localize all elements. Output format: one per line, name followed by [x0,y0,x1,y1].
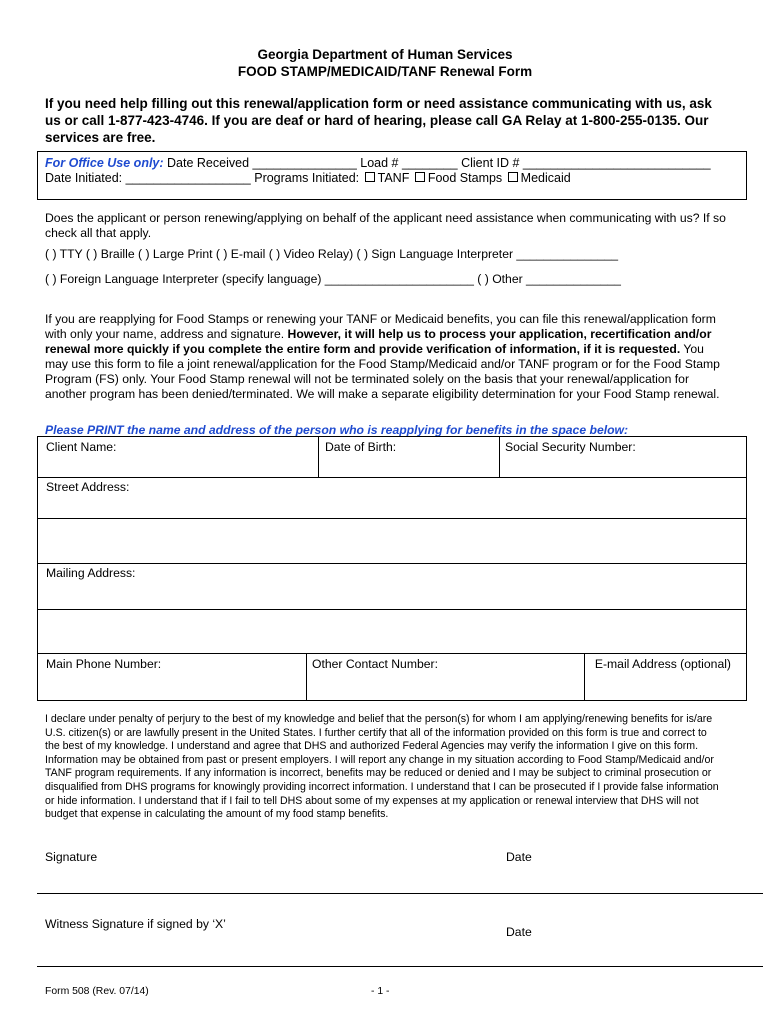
declaration-text: I declare under penalty of perjury to the best of my knowledge and belief that the person(s) for whom I am applying/renewing benefits for is/are U.S. citizen(s) or are lawfully present in the United States. I further certify that all of the information provided on this form is true and correct to the best of my knowledge. I understand and agree that DHS and authorized Federal Agencies may verify the information I give on this form. Information may be obtained from past or present employers. I will report any change in my situation according to Food Stamp/Medicaid and/or TANF program requirements. If any information is incorrect, benefits may be reduced or denied and I may be subject to criminal prosecution or disqualified from DHS programs for knowingly providing incorrect information. I understand that I can be prosecuted if I provide false information or hide information. I understand that if I fail to tell DHS about some of my expenses at my application or renewal interview that DHS will not budget that expense in calculating the amount of my food stamp benefits. [45,713,719,821]
programs-initiated-label: Programs Initiated: [254,171,360,185]
reapply-part-1: If you are reapplying for Food Stamps or renewing your TANF or Medicaid benefits, you can file this renewal/application form with only your name, address and signature. [45,312,716,341]
date-received-field[interactable]: Date Received _______________ [167,156,357,170]
client-name-field[interactable]: Client Name: [46,440,117,454]
grid-divider [38,518,746,519]
other-contact-field[interactable]: Other Contact Number: [312,657,438,671]
medicaid-checkbox[interactable] [508,172,518,182]
witness-date-label: Date [506,925,532,939]
page-number: - 1 - [371,986,390,997]
client-id-field[interactable]: Client ID # ___________________________ [461,156,711,170]
street-address-field[interactable]: Street Address: [46,480,130,494]
main-phone-field[interactable]: Main Phone Number: [46,657,162,671]
grid-divider [584,653,585,701]
form-title: FOOD STAMP/MEDICAID/TANF Renewal Form [237,64,533,79]
date-of-birth-field[interactable]: Date of Birth: [325,440,397,454]
grid-divider [38,609,746,610]
witness-signature-label: Witness Signature if signed by ‘X’ [45,917,226,931]
grid-divider [38,477,746,478]
grid-divider [499,437,500,477]
mailing-address-field[interactable]: Mailing Address: [46,566,136,580]
signature-line[interactable] [37,893,763,894]
reapply-part-3: You may use this form to file a joint renewal/application for the Food Stamp/Medicaid and/or TANF program or for the Food Stamp Program (FS) only. Your Food Stamp renewal will not be terminated solely on the basis that your renewal/application for another program has been denied/terminated. We will make a separate eligibility determination for your Food Stamp renewal. [45,342,720,401]
grid-divider [38,563,746,564]
food-stamps-checkbox[interactable] [415,172,425,182]
date-initiated-field[interactable]: Date Initiated: __________________ [45,171,251,185]
signature-date-label: Date [506,850,532,864]
grid-divider [306,653,307,701]
medicaid-label: Medicaid [520,171,571,185]
office-use-label: For Office Use only: [45,156,164,170]
agency-name: Georgia Department of Human Services [257,47,513,62]
applicant-info-grid [37,436,747,701]
email-field[interactable]: E-mail Address (optional) [594,657,731,671]
assistance-question: Does the applicant or person renewing/applying on behalf of the applicant need assistance when communicating with us? If so check all that apply. [45,211,726,240]
office-use-line-1 [45,156,711,170]
print-instruction: Please PRINT the name and address of the person who is reapplying for benefits in the space below: [45,423,629,437]
form-number: Form 508 (Rev. 07/14) [45,986,149,997]
reapply-paragraph [45,312,725,402]
assistance-options-1[interactable]: ( ) TTY ( ) Braille ( ) Large Print ( ) E-mail ( ) Video Relay) ( ) Sign Language Interpreter _______________ [45,247,619,261]
grid-divider [318,437,319,477]
help-text: If you need help filling out this renewal/application form or need assistance communicating with us, ask us or call 1-877-423-4746. If you are deaf or hard of hearing, please call GA Relay at 1-800-255-0135. Our services are free. [45,96,712,145]
witness-signature-line[interactable] [37,966,763,967]
food-stamps-label: Food Stamps [427,171,503,185]
grid-divider [38,653,746,654]
signature-label: Signature [45,850,98,864]
office-use-line-2 [45,171,571,185]
tanf-label: TANF [377,171,410,185]
tanf-checkbox[interactable] [365,172,375,182]
reapply-part-2: However, it will help us to process your application, recertification and/or renewal more quickly if you complete the entire form and provide verification of information, if it is requested. [45,327,712,356]
assistance-options-2[interactable]: ( ) Foreign Language Interpreter (specify language) ______________________ ( ) Other ______________ [45,272,621,286]
ssn-field[interactable]: Social Security Number: [505,440,636,454]
load-field[interactable]: Load # ________ [360,156,458,170]
